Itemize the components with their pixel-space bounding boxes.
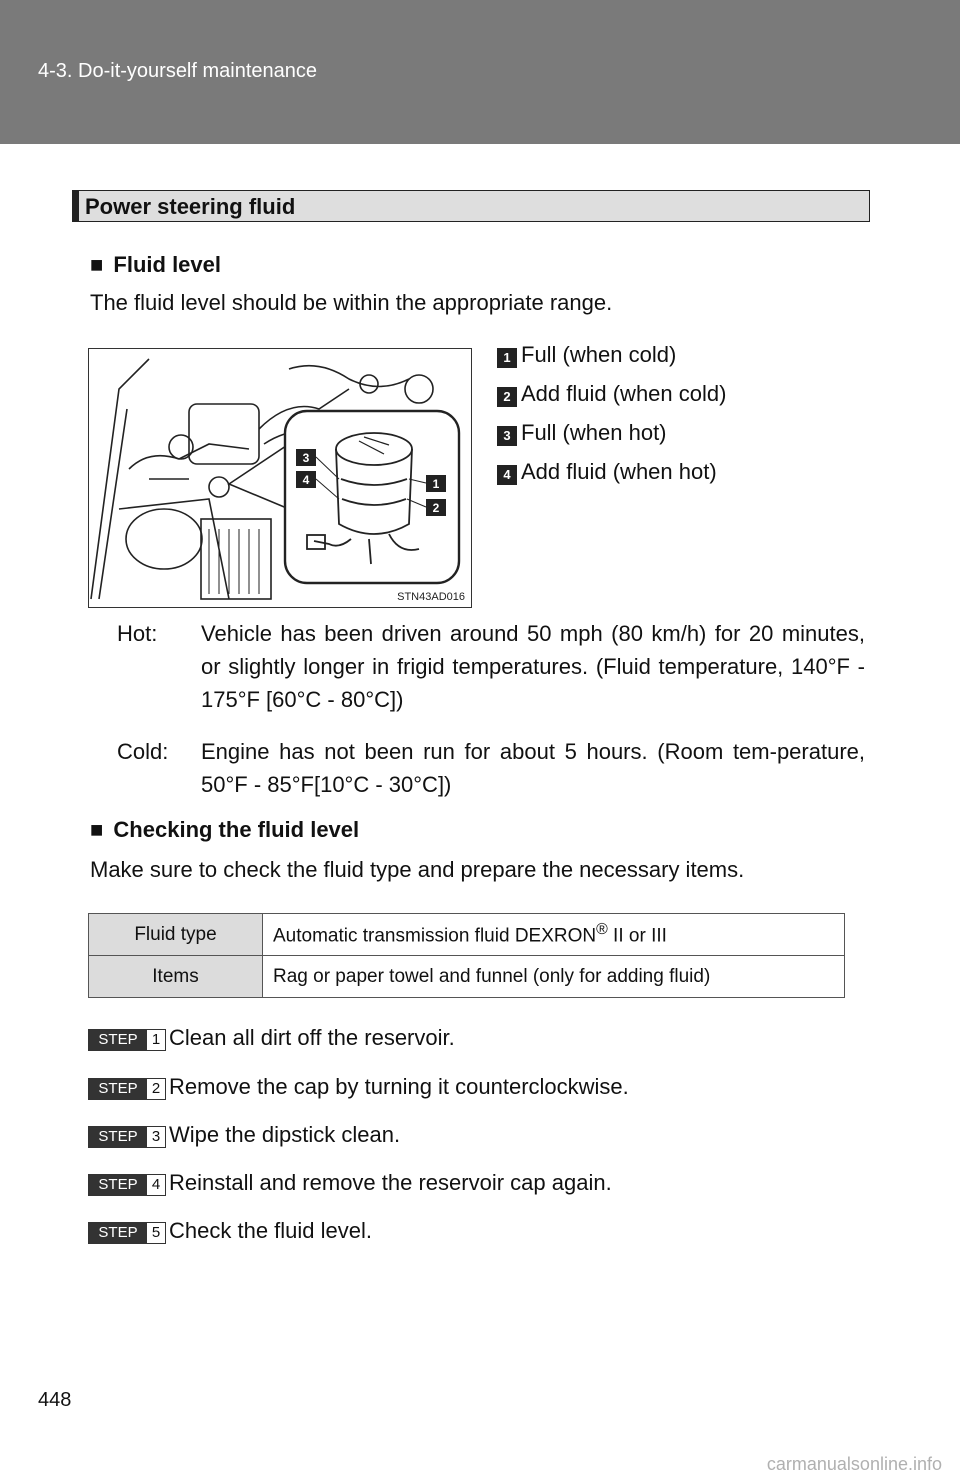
fluid-level-intro: The fluid level should be within the appropriate range.: [90, 290, 613, 315]
fluid-spec-table: [88, 913, 845, 998]
table-value: [263, 914, 845, 956]
step-label: STEP: [89, 1175, 147, 1195]
fluid-level-heading: [90, 252, 221, 278]
definition-text: Engine has not been run for about 5 hours. (Room tem-perature, 50°F - 85°F[10°C - 30°C]): [201, 739, 865, 797]
checking-heading-text: Checking the fluid level: [113, 817, 360, 842]
square-bullet-icon: ■: [90, 252, 104, 277]
step-badge: [88, 1222, 166, 1244]
checking-intro: Make sure to check the fluid type and prepare the necessary items.: [90, 857, 745, 882]
definition-term: Hot:: [117, 621, 158, 646]
legend-label: Full (when hot): [521, 420, 667, 445]
zoom-inset: [285, 411, 459, 583]
step-text: Check the fluid level.: [169, 1218, 372, 1243]
step-badge: [88, 1126, 166, 1148]
step-badge: [88, 1078, 166, 1100]
table-value-tail: II or III: [607, 925, 667, 947]
legend-label: Add fluid (when cold): [521, 381, 727, 406]
definition-text: Vehicle has been driven around 50 mph (80 km/h) for 20 minutes, or slightly longer in frigid temperatures. (Fluid temperature, 140°F - 175°F [60°C - 80°C]): [201, 621, 865, 712]
page-number: 448: [38, 1389, 72, 1411]
legend-label: Full (when cold): [521, 342, 677, 367]
definition-term: Cold:: [117, 739, 169, 764]
svg-text:1: 1: [432, 477, 440, 491]
step-badge: [88, 1174, 166, 1196]
watermark: carmanualsonline.info: [766, 1454, 942, 1474]
table-value: Rag or paper towel and funnel (only for adding fluid): [263, 956, 845, 998]
breadcrumb: 4-3. Do-it-yourself maintenance: [38, 60, 318, 82]
figure-code: STN43AD016: [397, 591, 465, 603]
fluid-level-heading-text: Fluid level: [113, 252, 222, 277]
step-text: Remove the cap by turning it counterclockwise.: [169, 1074, 629, 1099]
table-value-text: Automatic transmission fluid DEXRON: [273, 925, 597, 947]
step-label: STEP: [89, 1079, 147, 1099]
step-label: STEP: [89, 1127, 147, 1147]
section-title: Power steering fluid: [85, 194, 296, 219]
step-label: STEP: [89, 1030, 147, 1050]
table-row: [89, 914, 845, 956]
section-title-bar: [72, 190, 870, 222]
engine-bay-drawing: [89, 349, 472, 608]
number-badge: 1: [497, 348, 517, 368]
step-number: 1: [151, 1031, 161, 1048]
number-badge: 3: [497, 426, 517, 446]
svg-text:3: 3: [302, 451, 310, 465]
step-number: 2: [151, 1080, 161, 1097]
step-text: Reinstall and remove the reservoir cap again.: [169, 1170, 612, 1195]
number-badge: 2: [497, 387, 517, 407]
svg-text:4: 4: [302, 473, 310, 487]
table-key: Fluid type: [89, 914, 263, 956]
hot-definition: [117, 617, 865, 716]
cold-definition: [117, 735, 865, 801]
step-text: Clean all dirt off the reservoir.: [169, 1025, 455, 1050]
step-number: 4: [151, 1176, 161, 1193]
table-row: [89, 956, 845, 998]
square-bullet-icon: ■: [90, 817, 104, 842]
svg-text:2: 2: [432, 501, 440, 515]
step-number: 3: [151, 1128, 161, 1145]
step-text: Wipe the dipstick clean.: [169, 1122, 401, 1147]
number-badge: 4: [497, 465, 517, 485]
checking-heading: [90, 817, 359, 843]
step-label: STEP: [89, 1223, 147, 1243]
step-number: 5: [151, 1224, 161, 1241]
section-marker: [73, 191, 79, 221]
reservoir-illustration: [88, 348, 472, 608]
step-badge: [88, 1029, 166, 1051]
header-band: [0, 0, 960, 144]
table-key: Items: [89, 956, 263, 998]
registered-mark: ®: [596, 921, 608, 939]
legend-label: Add fluid (when hot): [521, 459, 717, 484]
